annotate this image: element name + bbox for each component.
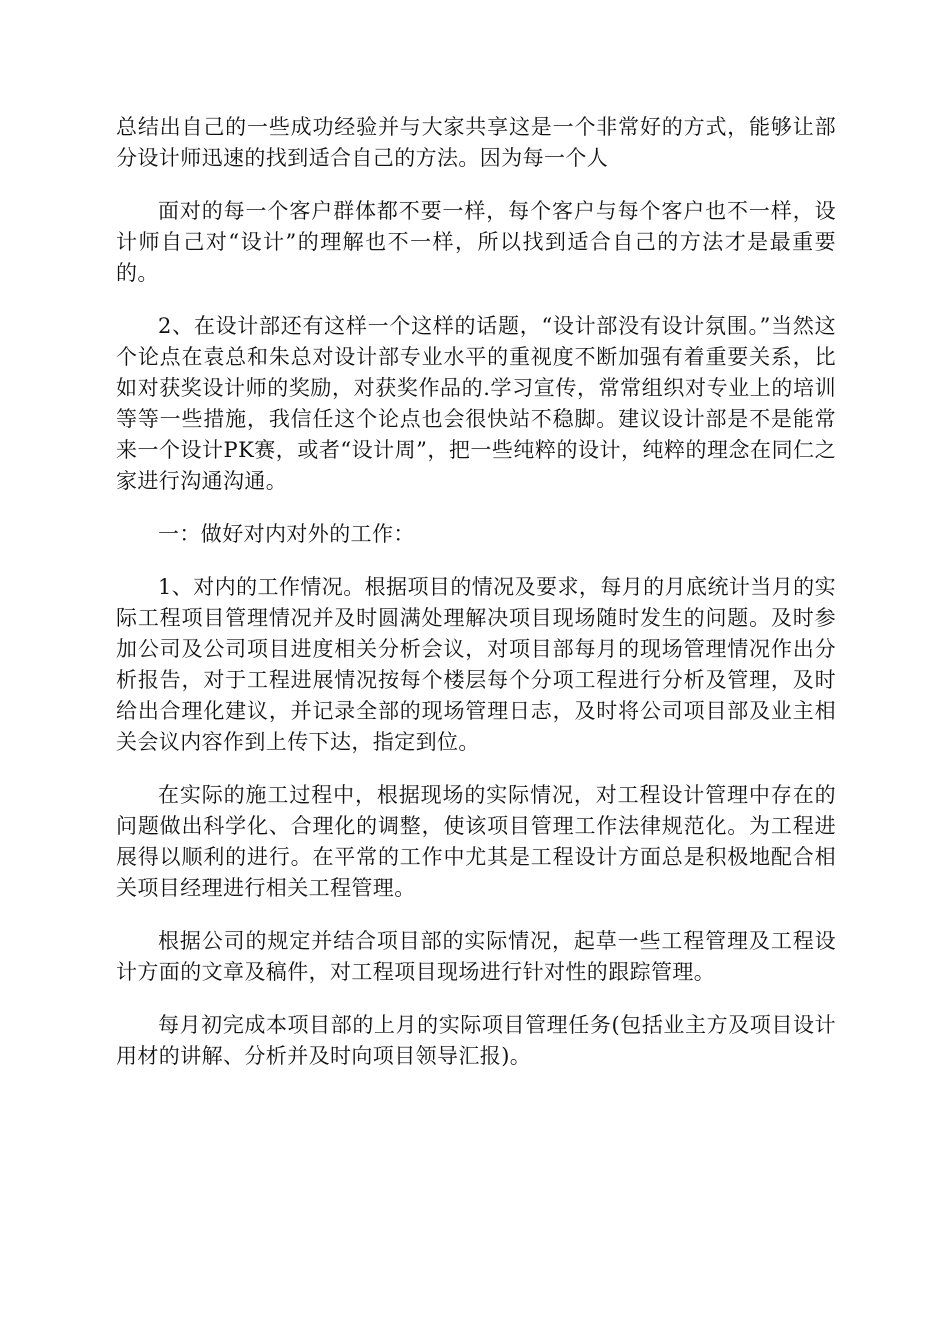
- paragraph-3: 2、在设计部还有这样一个这样的话题，“设计部没有设计氛围。”当然这个论点在袁总和朱总对设计部专业水平的重视度不断加强有着重要关系，比如对获奖设计师的奖励，对获奖作品的.学习宣传，常常组织对专业上的培训等等一些措施，我信任这个论点也会很快站不稳脚。建议设计部是不是能常来一个设计PK赛，或者“设计周”，把一些纯粹的设计，纯粹的理念在同仁之家进行沟通沟通。: [116, 314, 836, 493]
- paragraph-1: 总结出自己的一些成功经验并与大家共享这是一个非常好的方式，能够让部分设计师迅速的找到适合自己的方法。因为每一个人: [116, 115, 836, 170]
- document-body: [116, 112, 836, 1094]
- paragraph-7: 根据公司的规定并结合项目部的实际情况，起草一些工程管理及工程设计方面的文章及稿件，对工程项目现场进行针对性的跟踪管理。: [116, 929, 836, 984]
- paragraph-5: 1、对内的工作情况。根据项目的情况及要求，每月的月底统计当月的实际工程项目管理情况并及时圆满处理解决项目现场随时发生的问题。及时参加公司及公司项目进度相关分析会议，对项目部每月的现场管理情况作出分析报告，对于工程进展情况按每个楼层每个分项工程进行分析及管理，及时给出合理化建议，并记录全部的现场管理日志，及时将公司项目部及业主相关会议内容作到上传下达，指定到位。: [116, 575, 836, 754]
- paragraph-2: 面对的每一个客户群体都不要一样，每个客户与每个客户也不一样，设计师自己对“设计”的理解也不一样，所以找到适合自己的方法才是最重要的。: [116, 199, 836, 285]
- section-heading: 一：做好对内对外的工作：: [158, 522, 415, 546]
- paragraph-8: 每月初完成本项目部的上月的实际项目管理任务(包括业主方及项目设计用材的讲解、分析并及时向项目领导汇报)。: [116, 1013, 836, 1068]
- paragraph-6: 在实际的施工过程中，根据现场的实际情况，对工程设计管理中存在的问题做出科学化、合理化的调整，使该项目管理工作法律规范化。为工程进展得以顺利的进行。在平常的工作中尤其是工程设计方面总是积极地配合相关项目经理进行相关工程管理。: [116, 783, 836, 900]
